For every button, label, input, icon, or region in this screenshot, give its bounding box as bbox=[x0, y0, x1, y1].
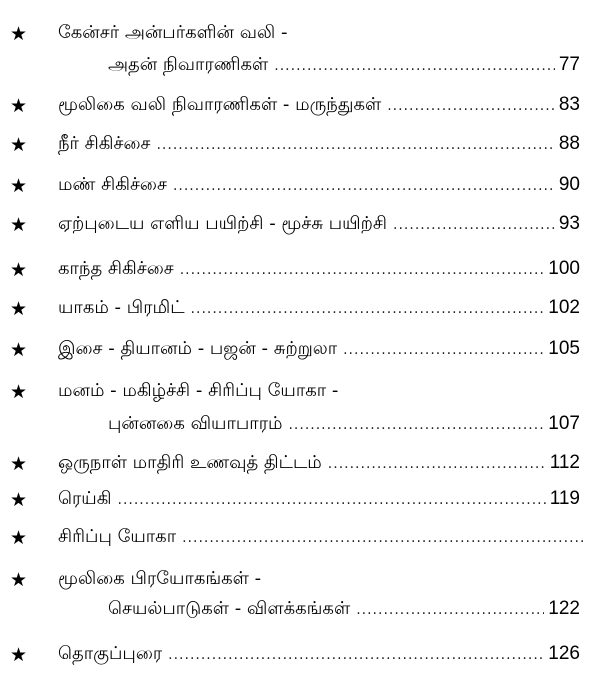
toc-entry-title-line1 bbox=[58, 378, 580, 404]
toc-entry-title: தொகுப்புரை bbox=[58, 643, 163, 664]
toc-entry-line bbox=[58, 256, 580, 282]
dot-leader bbox=[288, 412, 544, 437]
dot-leader bbox=[274, 53, 555, 78]
dot-leader bbox=[356, 597, 544, 622]
toc-page-number: 83 bbox=[558, 94, 580, 115]
dot-leader bbox=[118, 487, 546, 512]
dot-leader bbox=[180, 257, 545, 282]
toc-entry-title: யாகம் - பிரமிட் bbox=[58, 297, 185, 318]
toc-entry-line bbox=[58, 486, 580, 512]
toc-page-number: 90 bbox=[558, 174, 580, 195]
star-bullet-icon: ★ bbox=[10, 644, 28, 666]
toc-entry-title: சிரிப்பு யோகா bbox=[58, 526, 177, 547]
toc-page-number: 105 bbox=[548, 338, 580, 359]
star-bullet-icon: ★ bbox=[10, 381, 28, 403]
toc-entry-title: இசை - தியானம் - பஜன் - சுற்றுலா bbox=[58, 338, 338, 359]
toc-entry-title: ஒருநாள் மாதிரி உணவுத் திட்டம் bbox=[58, 452, 322, 473]
toc-entry-title: மூலிகை வலி நிவாரணிகள் - மருந்துகள் bbox=[58, 94, 382, 115]
star-bullet-icon: ★ bbox=[10, 214, 28, 236]
toc-page-number: 107 bbox=[548, 413, 580, 434]
dot-leader bbox=[328, 451, 546, 476]
dot-leader bbox=[182, 525, 586, 550]
dot-leader bbox=[168, 642, 544, 667]
star-bullet-icon: ★ bbox=[10, 569, 28, 591]
toc-page-number: 102 bbox=[548, 297, 580, 318]
toc-entry-line bbox=[58, 295, 580, 321]
dot-leader bbox=[387, 93, 555, 118]
star-bullet-icon: ★ bbox=[10, 95, 28, 117]
toc-entry-title: காந்த சிகிச்சை bbox=[58, 258, 174, 279]
star-bullet-icon: ★ bbox=[10, 298, 28, 320]
dot-leader bbox=[393, 212, 555, 237]
toc-entry-title: ரெய்கி bbox=[58, 488, 112, 509]
toc-page-number: 88 bbox=[558, 133, 580, 154]
toc-entry-line bbox=[58, 172, 580, 198]
toc-page-number: 122 bbox=[548, 598, 580, 619]
star-bullet-icon: ★ bbox=[10, 489, 28, 511]
toc-page-number: 100 bbox=[548, 258, 580, 279]
toc-entry-title-line2 bbox=[108, 411, 580, 437]
toc-entry-line bbox=[58, 336, 580, 362]
toc-page-number: 112 bbox=[549, 452, 580, 473]
toc-entry-line bbox=[58, 450, 580, 476]
star-bullet-icon: ★ bbox=[10, 339, 28, 361]
toc-entry-title-line2 bbox=[108, 52, 580, 78]
dot-leader bbox=[191, 296, 545, 321]
toc-entry-title: மண் சிகிச்சை bbox=[58, 174, 167, 195]
toc-entry-line bbox=[58, 641, 580, 667]
toc-entry-title: அதன் நிவாரணிகள் bbox=[108, 54, 269, 75]
toc-entry-title: மனம் - மகிழ்ச்சி - சிரிப்பு யோகா - bbox=[58, 380, 339, 401]
toc-entry-line bbox=[58, 211, 580, 237]
dot-leader bbox=[173, 173, 555, 198]
toc-entry-title-line2 bbox=[108, 596, 580, 622]
toc-entry-title: கேன்சர் அன்பர்களின் வலி - bbox=[58, 22, 288, 43]
toc-entry-line bbox=[58, 92, 580, 118]
toc-page-number: 126 bbox=[548, 643, 580, 664]
dot-leader bbox=[156, 132, 554, 157]
toc-page-number: 93 bbox=[558, 213, 580, 234]
toc-entry-title: மூலிகை பிரயோகங்கள் - bbox=[58, 568, 262, 589]
toc-entry-line bbox=[58, 524, 586, 550]
toc-page-number: 119 bbox=[549, 488, 580, 509]
toc-entry-title-line1 bbox=[58, 20, 580, 46]
toc-entry-title: நீர் சிகிச்சை bbox=[58, 133, 151, 154]
toc-entry-title-line1 bbox=[58, 566, 580, 592]
toc-entry-title: புன்னகை வியாபாரம் bbox=[108, 413, 283, 434]
toc-page-number: 77 bbox=[558, 54, 580, 75]
dot-leader bbox=[343, 337, 544, 362]
star-bullet-icon: ★ bbox=[10, 175, 28, 197]
star-bullet-icon: ★ bbox=[10, 259, 28, 281]
toc-entry-title: செயல்பாடுகள் - விளக்கங்கள் bbox=[108, 598, 351, 619]
star-bullet-icon: ★ bbox=[10, 527, 28, 549]
star-bullet-icon: ★ bbox=[10, 453, 28, 475]
star-bullet-icon: ★ bbox=[10, 23, 28, 45]
star-bullet-icon: ★ bbox=[10, 134, 28, 156]
toc-entry-title: ஏற்புடைய எளிய பயிற்சி - மூச்சு பயிற்சி bbox=[58, 213, 388, 234]
toc-entry-line bbox=[58, 131, 580, 157]
